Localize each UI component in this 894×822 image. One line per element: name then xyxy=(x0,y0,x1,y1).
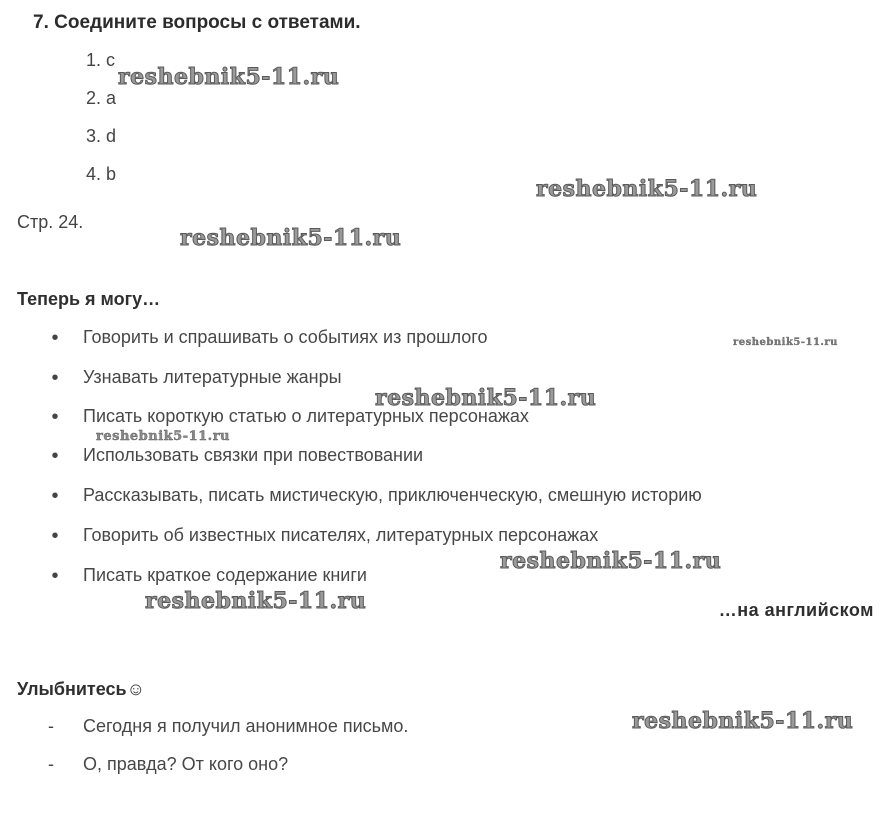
can-do-item-4: Использовать связки при повествовании xyxy=(83,445,424,465)
can-do-item-7: Писать краткое содержание книги xyxy=(83,565,367,585)
watermark: reshebnik5-11.ru xyxy=(500,548,722,574)
bullet-dot: • xyxy=(51,525,59,547)
bullet-dot: • xyxy=(51,367,59,389)
watermark: reshebnik5-11.ru xyxy=(145,588,367,614)
dialogue-dash: - xyxy=(48,754,54,774)
bullet-dot: • xyxy=(51,565,59,587)
joke-heading: Улыбнитесь☺ xyxy=(17,679,145,699)
in-english-note: …на английском xyxy=(718,600,874,620)
joke-line-1: Сегодня я получил анонимное письмо. xyxy=(83,716,409,736)
bullet-dot: • xyxy=(51,327,59,349)
watermark: reshebnik5-11.ru xyxy=(733,337,838,348)
watermark: reshebnik5-11.ru xyxy=(118,64,340,90)
can-do-heading: Теперь я могу… xyxy=(17,289,161,309)
bullet-dot: • xyxy=(51,445,59,467)
can-do-item-6: Говорить об известных писателях, литературных персонажах xyxy=(83,525,599,545)
can-do-item-3: Писать короткую статью о литературных персонажах xyxy=(83,406,529,426)
answer-item-1: 1. c xyxy=(86,50,116,70)
task-title: 7. Соедините вопросы с ответами. xyxy=(33,12,361,33)
can-do-item-5: Рассказывать, писать мистическую, приключенческую, смешную историю xyxy=(83,485,702,505)
can-do-item-1: Говорить и спрашивать о событиях из прошлого xyxy=(83,327,488,347)
answer-item-2: 2. a xyxy=(86,88,117,108)
can-do-item-2: Узнавать литературные жанры xyxy=(83,367,342,387)
watermark: reshebnik5-11.ru xyxy=(180,225,402,251)
watermark: reshebnik5-11.ru xyxy=(536,176,758,202)
page-reference: Стр. 24. xyxy=(17,212,84,232)
watermark: reshebnik5-11.ru xyxy=(375,385,597,411)
watermark: reshebnik5-11.ru xyxy=(632,708,854,734)
joke-line-2: О, правда? От кого оно? xyxy=(83,754,289,774)
bullet-dot: • xyxy=(51,485,59,507)
watermark: reshebnik5-11.ru xyxy=(96,429,231,444)
bullet-dot: • xyxy=(51,406,59,428)
answer-item-4: 4. b xyxy=(86,164,117,184)
dialogue-dash: - xyxy=(48,716,54,736)
answer-item-3: 3. d xyxy=(86,126,117,146)
